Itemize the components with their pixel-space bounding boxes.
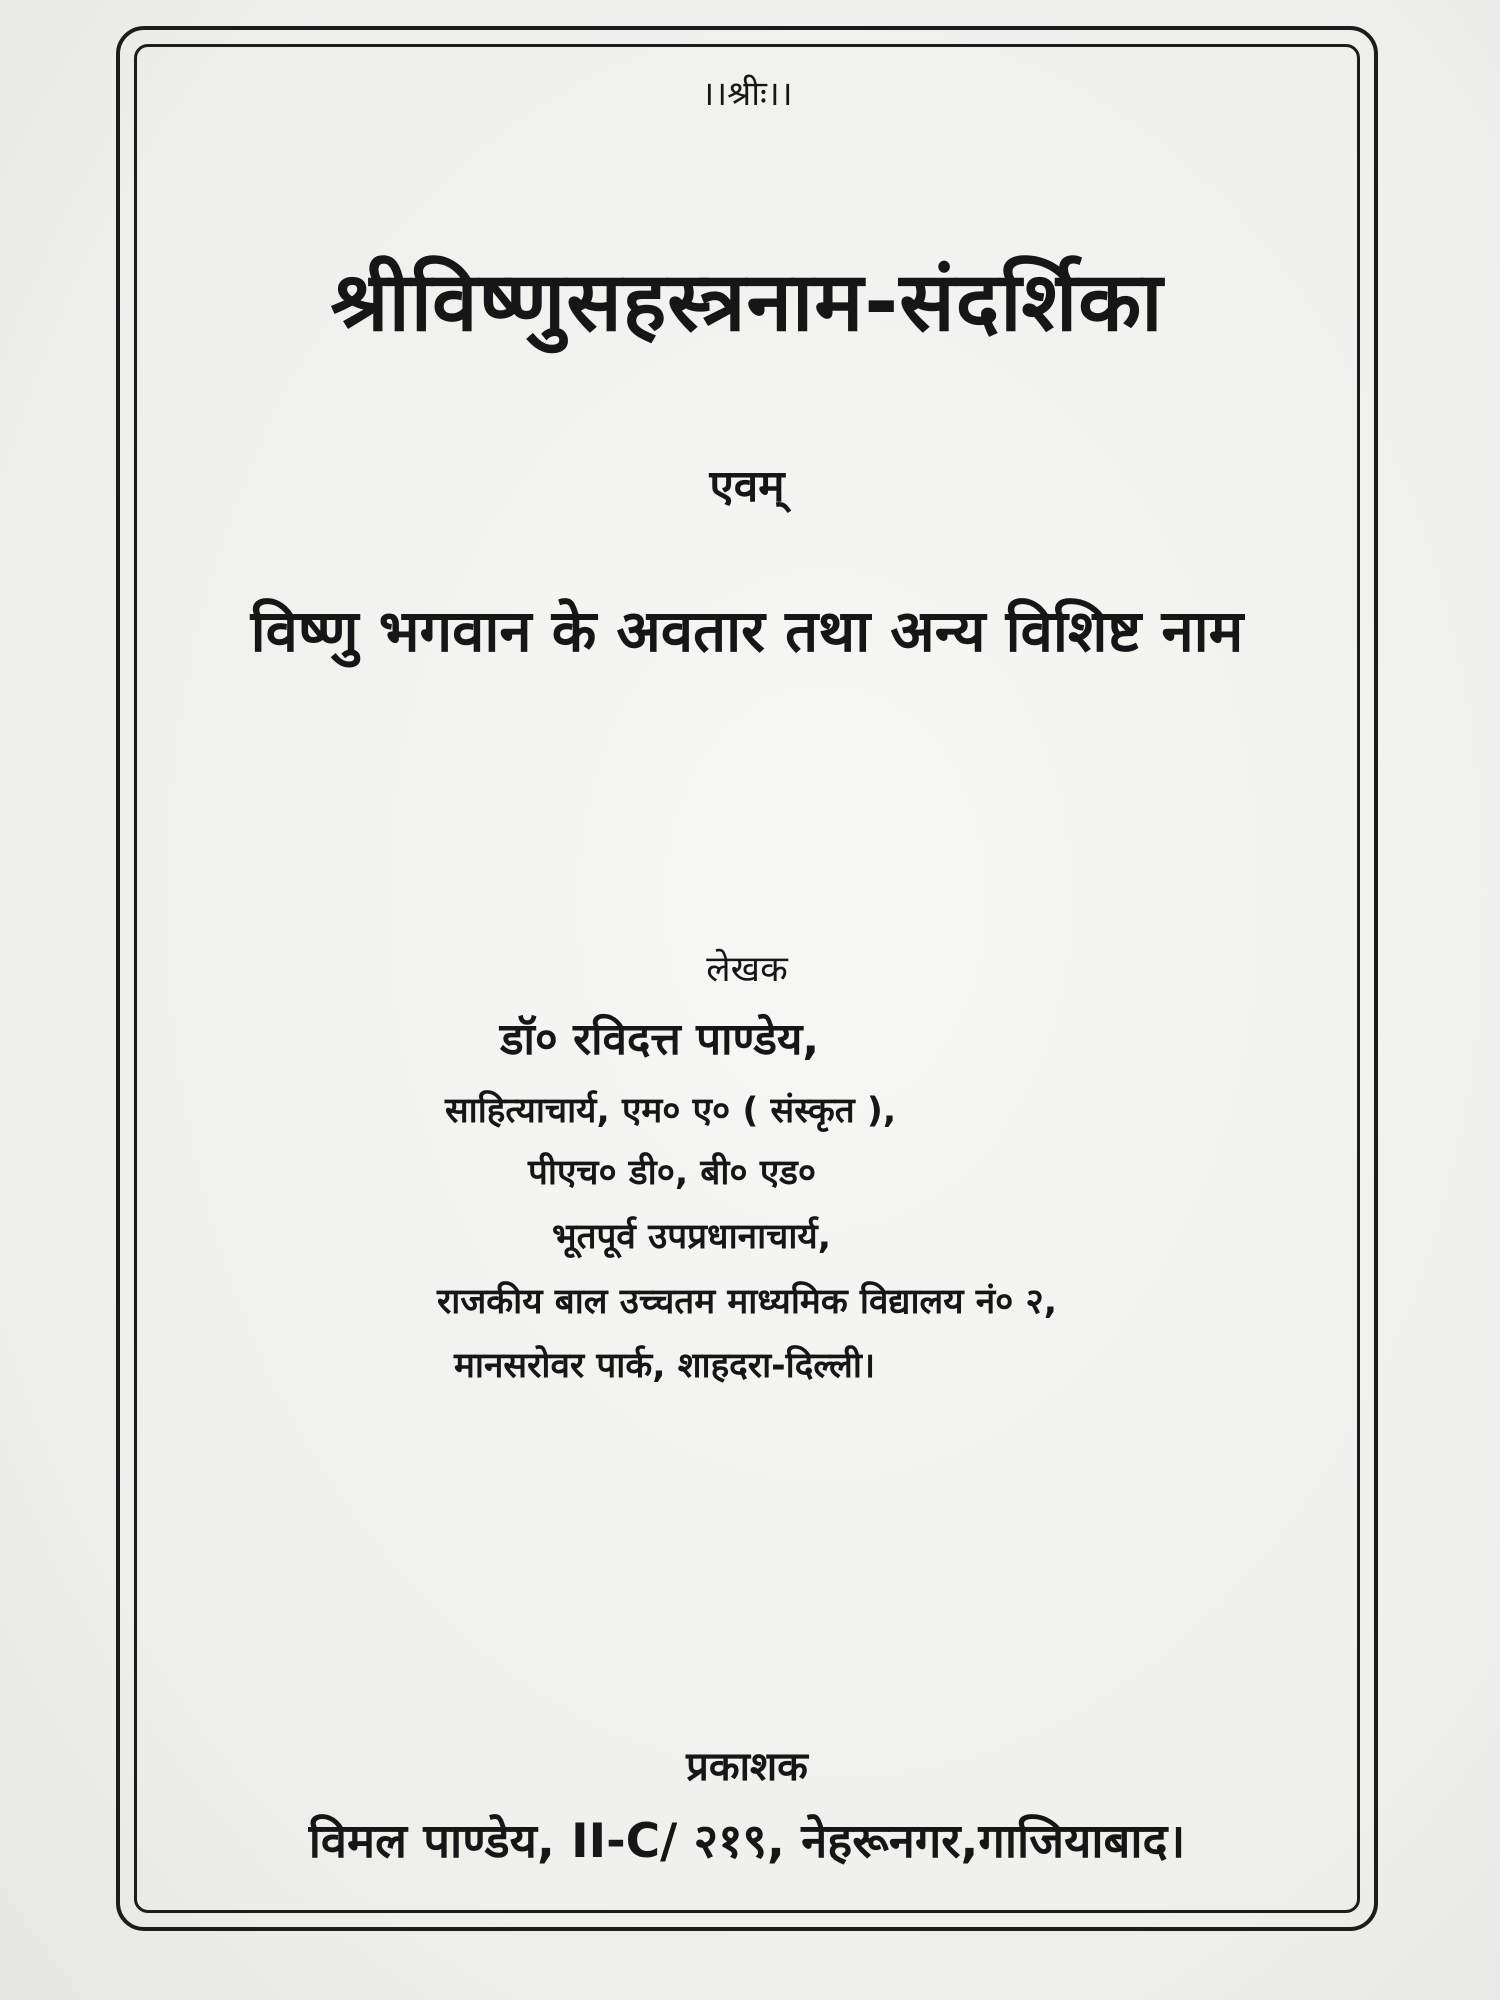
author-address: मानसरोवर पार्क, शाहदरा-दिल्ली। [454, 1346, 876, 1386]
invocation: ।।श्रीः।। [701, 74, 793, 114]
author-former-position: भूतपूर्व उपप्रधानाचार्य, [552, 1217, 832, 1257]
author-credential-degrees: साहित्याचार्य, एम० ए० ( संस्कृत ), [445, 1091, 897, 1131]
author-school: राजकीय बाल उच्चतम माध्यमिक विद्यालय नं० २, [436, 1282, 1058, 1322]
book-subtitle: विष्णु भगवान के अवतार तथा अन्य विशिष्ट नाम [250, 597, 1244, 665]
publisher-label: प्रकाशक [686, 1744, 808, 1790]
author-name: डॉ० रविदत्त पाण्डेय, [500, 1014, 820, 1065]
title-conjunction: एवम् [709, 461, 785, 512]
author-label: लेखक [706, 949, 788, 990]
author-credential-phd: पीएच० डी०, बी० एड० [528, 1153, 817, 1193]
publisher-details: विमल पाण्डेय, II-C/ २१९, नेहरूनगर,गाजियाबाद। [308, 1814, 1186, 1869]
book-title: श्रीविष्णुसहस्त्रनाम-संदर्शिका [330, 255, 1164, 350]
